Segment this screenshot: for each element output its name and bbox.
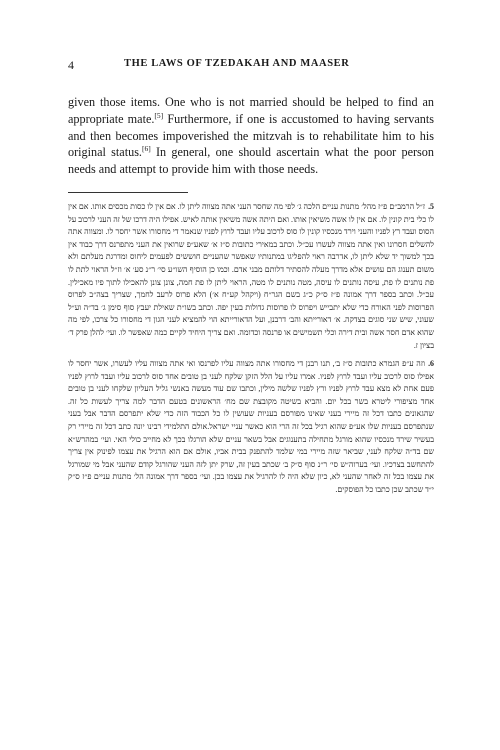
page-header xyxy=(68,58,434,78)
page xyxy=(68,58,434,503)
footnote-divider xyxy=(68,192,188,193)
main-text-segment: Furthermore, if one is accustomed to having servants and then becomes impoverished the mitzvah is to rehabilitate him to his original status. xyxy=(68,111,434,160)
footnote-number: 6. xyxy=(428,359,434,369)
main-paragraph xyxy=(68,94,434,178)
main-text-segment: given those items. One who is not married should be helped to find an appropriate mate. xyxy=(68,95,434,126)
footnote-number: 5. xyxy=(428,201,434,211)
footnote-reference-5[interactable]: [5] xyxy=(154,110,164,120)
footnote-5 xyxy=(68,201,434,352)
footnotes-section xyxy=(68,201,434,497)
running-title: THE LAWS OF TZEDAKAH AND MAASER xyxy=(124,58,350,69)
page-number: 4 xyxy=(68,58,74,72)
footnote-reference-6[interactable]: [6] xyxy=(141,144,151,154)
footnote-text: ז״ל הרמב״ם פ״ז מהל׳ מתנות עניים הלכה ג׳ לפי מה שחסר העני אתה מצווה ליתן לו. אם אין לו כסות מכסים אותו. אם אין לו כלי בית קונין לו. אם אין לו אשה משיאין אותו. ואם היתה אשה משיאין אותה לאיש. אפילו היה דרכו של זה העני לרכוב על הסוס ועבד רץ לפניו והעני וירד מנכסיו קונין לו סוס לרכוב עליו ועבד לרוץ לפניו שנאמר די מחסורו אשר יחסר לו. ומצווה אתה להשלים חסרונו ואין אתה מצווה לעשרו עכ״ל. וכתב במאירי כתובות ס״ז א׳ שאע״פ שרואין את העני מתפרנס דרך כבוד אין בכך למשוך יד שלא ליתן לו, אדרבה ראוי להפליגו במתנותיו שאפשר שהעניים חוששים לפעמים ליחוס ומדרגת מעלתם ולא משום תענוג הם עושים אלא מדרך מעלה להסתיר דלותם מבני אדם. וכמו כן הוסיף השו״ע סי׳ ר״נ סע׳ א׳ וז״ל הראוי לתת לו פת נותנים לו פת, עיסה נותנים לו עיסה, מטה נותנים לו מטה, הראוי ליתן לו פת חמה, צונן צונן להאכילו לתוך פיו מאכילין. עכ״ל. וכתב בספר דרך אמונה פ״ז ס״ק כ״ג בשם הגר״ח (ויקהל קע״ח א׳) הלא פרוס לרעב לחמך, שצריך בצה״ב לפרוס הפרוסות לפני האורח כדי שלא יתבייש ויפרוס לו פרוסות גדולות בעין יפה. וכתב בשו״ת שאילת יעבץ סוף סימן ג׳ בד״ה וע״ל שעוני, שיש שני סוגים בצדקה. א׳ דאורייתא והב׳ דרבנן, ועל הדאורייתא הוי להמציא לעני הגון די מחסורו כל צרכו, לפי מה שהוא אדם חסר אשה ובית דירה וכלי תשמישים או פרנסה וכדומה. ואם צריך היחיד לקיים כמה שאפשר לו. ועי׳ להלן פרק ד׳ בציון ז. xyxy=(68,201,434,350)
footnote-6 xyxy=(68,358,434,497)
footnote-text: וזה ע״פ הגמרא כתובות ס״ז ב׳, תנו רבנן די מחסורו אתה מצווה עליו לפרנסו ואי אתה מצווה עליו לעשרו, אשר יחסר לו אפילו סוס לרכוב עליו ועבד לרוץ לפניו. אמרו עליו על הלל הזקן שלקח לעני בן טובים אחד סוס לרכוב עליו ועבד לרוץ לפניו פעם אחת לא מצא עבד לרוץ לפניו ורץ לפניו שלשה מילין, וכתבו שם עוד מעשה באנשי גליל העליון שלקחו לעני בן טובים אחד מציפורי ליטרא בשר בכל יום. והביא בשיטה מקובצת שם מח׳ הראשונים בטעם הדבר למה צריך לעשות כל זה. שהגאונים כתבו דכל זה מיירי בעני שאינו מפורסם בעניות שעושין לו כל הכבוד הזה כדי שלא יתפרסם הדבר אבל בעני שנתפרסם בעניות שלו אע״פ שהוא רגיל בכל זה הרי הוא כאשר עניי ישראל.אולם התלמידי רבינו יונה כתב דכל זה מיירי רק בעשיר שירד מנכסיו שהוא מורגל מתחילה בתענוגים אבל בשאר עניים שלא הורגלו בכך לא מחייב כולי האי. ועי׳ במהרש״א שם בד״ה שלקח לעני, שביאר שזה מיירי במי שלמד להתפנק בבית אביו, אולם אם הוא הרגיל את עצמו לפינוק אין צריך להתחשב בצרכיו. ועי׳ בערוה״ש סי׳ ר״נ סוף ס״ק ב׳ שכתב בעין זה, שרק יתן לזה העני שהורגל קודם שהעני אבל מי שמורגל את עצמו בכל זה לאחר שהעני לא, כיון שלא היה לו להרגיל את עצמו בכן. ועי׳ בספר דרך אמונה הל׳ מתנות עניים פ״ז ס״ק י״ד שכתב שכן כתבו כל הפוסקים. xyxy=(68,359,434,495)
main-text-segment: In general, one should ascertain what the poor person needs and attempt to provide him with those needs. xyxy=(68,145,434,177)
